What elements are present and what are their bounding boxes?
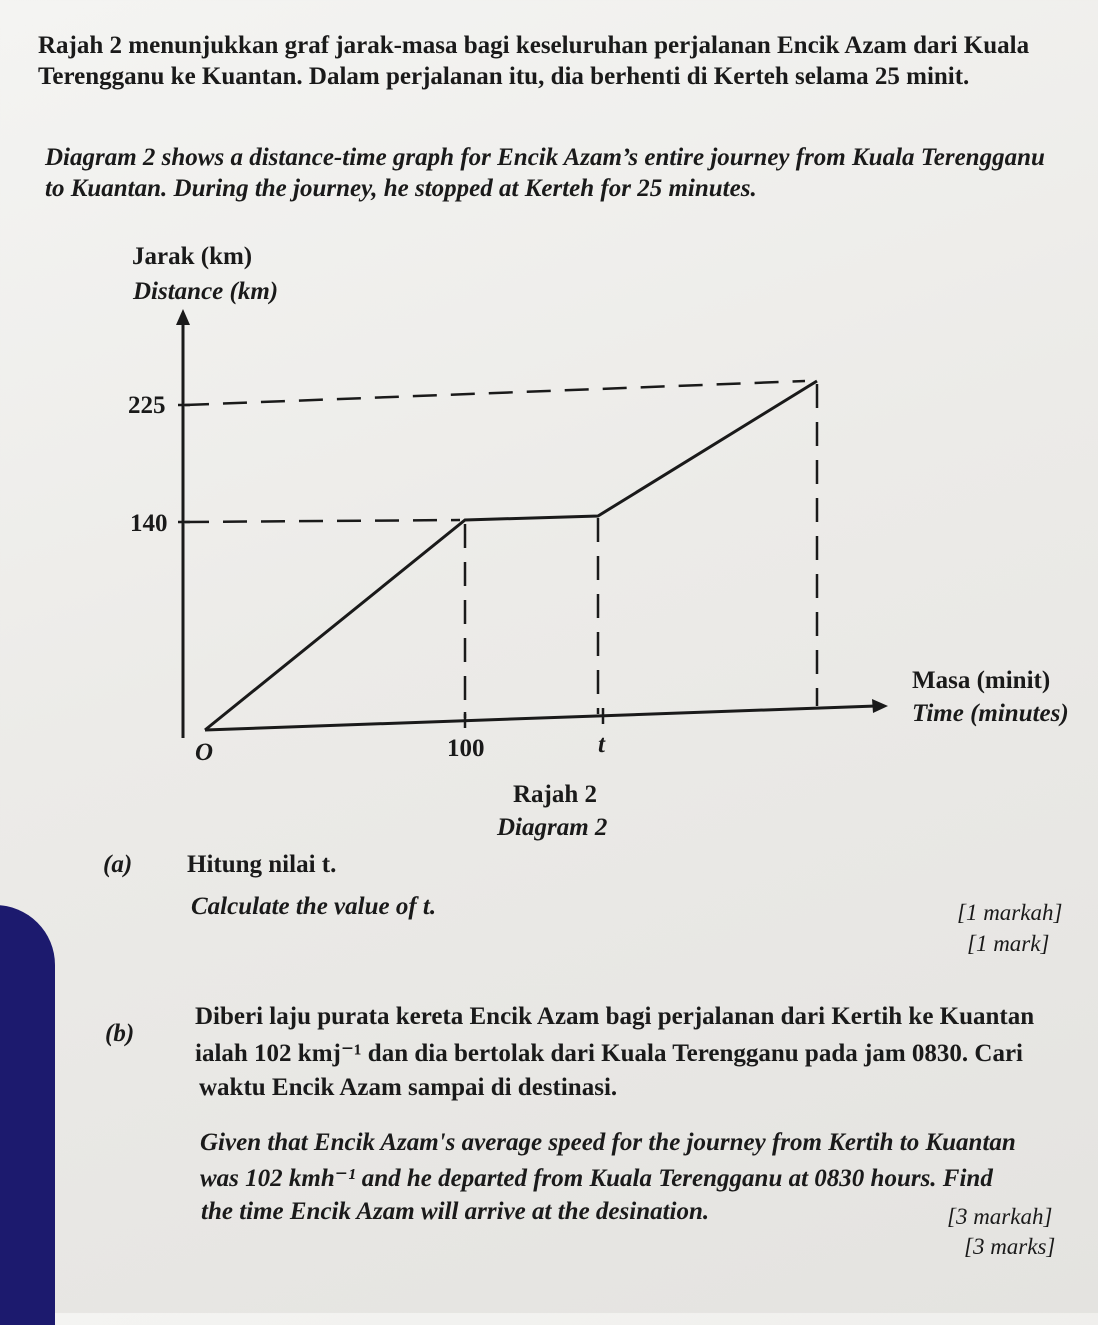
question-b-english-line2: was 102 kmh⁻¹ and he departed from Kuala Terengganu at 0830 hours. Find (200, 1165, 993, 1192)
dash-140 (185, 520, 460, 522)
caption-english: Diagram 2 (497, 814, 608, 841)
xtick-label-100: 100 (447, 735, 485, 762)
question-b-english-line1: Given that Encik Azam's average speed for the journey from Kertih to Kuantan (200, 1129, 1016, 1156)
y-axis-arrow (176, 309, 190, 325)
question-b-label: (b) (105, 1020, 135, 1047)
question-a-marks-malay: [1 markah] (957, 900, 1063, 925)
question-b-english-line3: the time Encik Azam will arrive at the desination. (201, 1198, 710, 1225)
question-a-marks-english: [1 mark] (967, 931, 1050, 956)
question-b-marks-english: [3 marks] (964, 1234, 1056, 1259)
x-axis-label-english: Time (minutes) (912, 700, 1069, 727)
y-axis-label-malay: Jarak (km) (132, 243, 253, 270)
dash-225 (185, 381, 805, 405)
x-axis-label-malay: Masa (minit) (912, 667, 1051, 694)
intro-english: Diagram 2 shows a distance-time graph for Encik Azam’s entire journey from Kuala Terengganu to Kuantan. During the journey, he stopped at Kerteh for 25 minutes. (45, 144, 1045, 202)
origin-label: O (195, 739, 214, 766)
intro-malay: Rajah 2 menunjukkan graf jarak-masa bagi keseluruhan perjalanan Encik Azam dari Kuala Terengganu ke Kuantan. Dalam perjalanan itu, dia berhenti di Kerteh selama 25 minit. (38, 32, 1030, 90)
caption-malay: Rajah 2 (513, 781, 598, 808)
ytick-label-140: 140 (130, 510, 168, 537)
question-b-marks-malay: [3 markah] (947, 1204, 1053, 1229)
question-a-english: Calculate the value of t. (191, 893, 437, 920)
x-axis (205, 706, 876, 730)
journey-line (205, 381, 817, 730)
question-a-label: (a) (103, 851, 133, 878)
question-b-malay-line3: waktu Encik Azam sampai di destinasi. (199, 1074, 618, 1101)
x-axis-arrow (872, 699, 888, 713)
question-b-malay-line1: Diberi laju purata kereta Encik Azam bagi perjalanan dari Kertih ke Kuantan (195, 1003, 1035, 1030)
y-axis-label-english: Distance (km) (133, 278, 279, 305)
question-b-malay-line2: ialah 102 kmj⁻¹ dan dia bertolak dari Kuala Terengganu pada jam 0830. Cari (195, 1040, 1023, 1067)
question-a-malay: Hitung nilai t. (187, 851, 337, 878)
ytick-label-225: 225 (128, 392, 166, 419)
xtick-label-t: t (598, 731, 605, 758)
